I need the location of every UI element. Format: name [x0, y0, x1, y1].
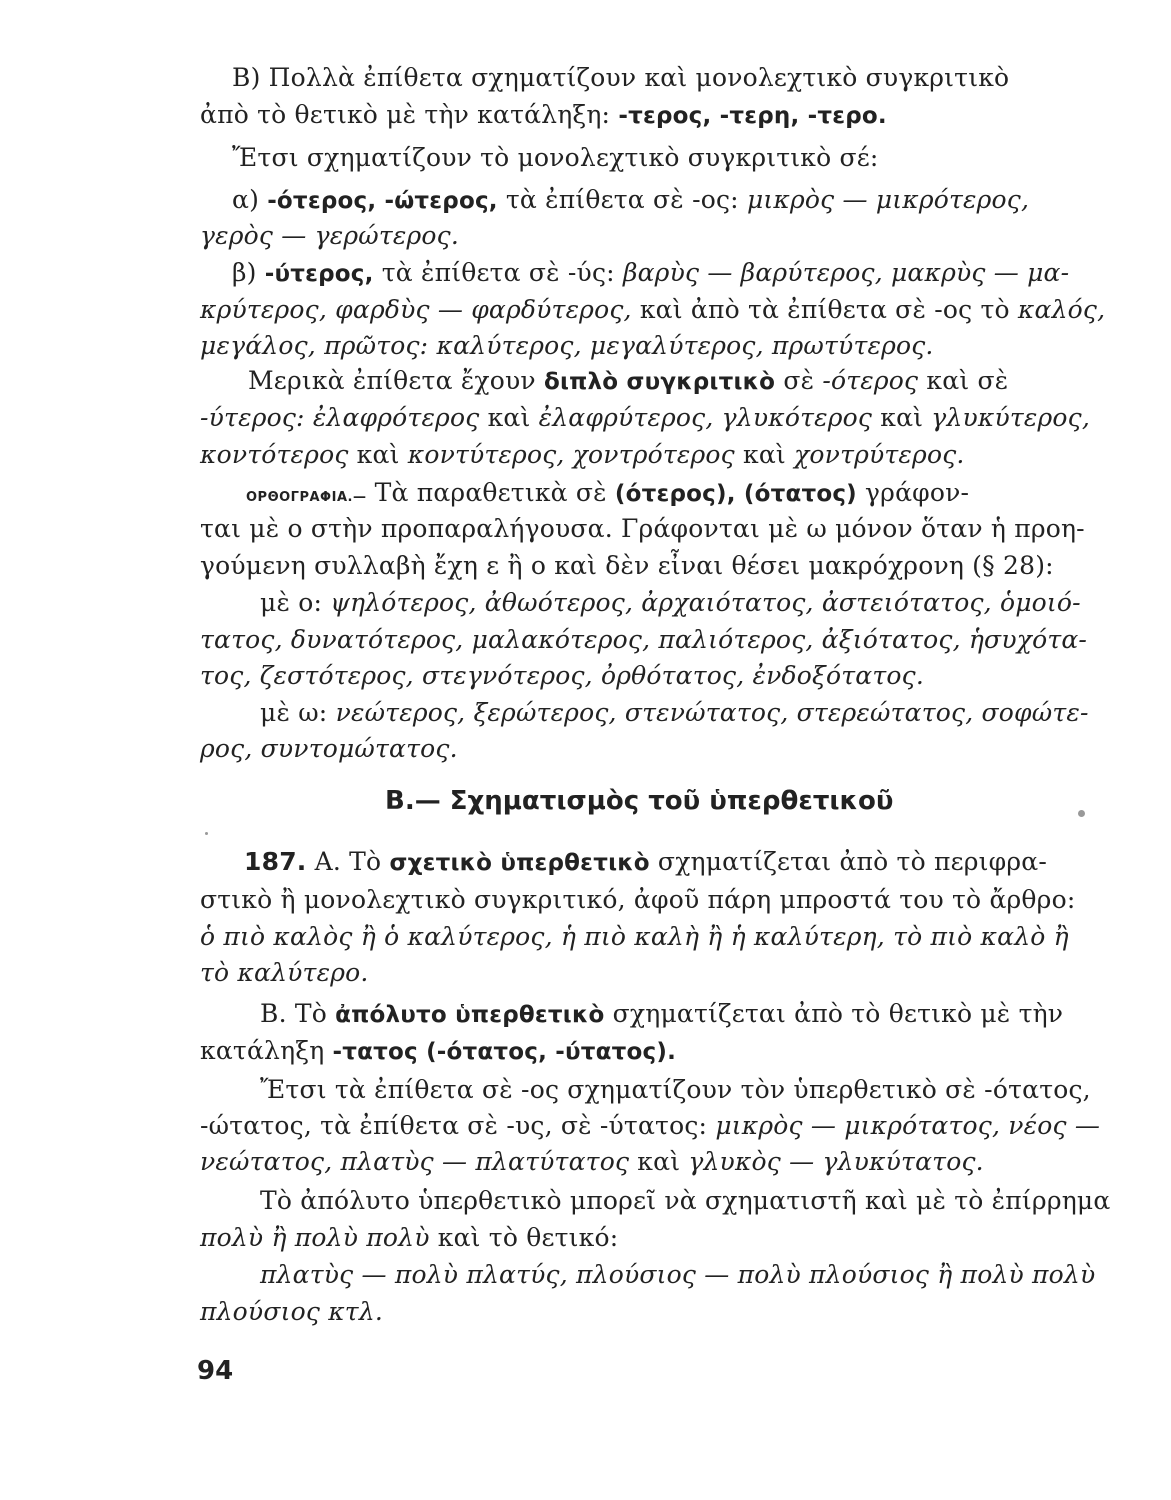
example-word: τὸ καλύτερο. [200, 958, 369, 987]
example-word: καλός, [1017, 295, 1106, 324]
text-span: Τὸ ἀπόλυτο ὑπερθετικὸ μπορεῖ νὰ σχηματιστῆ καὶ μὲ τὸ ἐπίρρημα [260, 1186, 1111, 1215]
text-line [200, 437, 965, 473]
text-span: -ώτατος, τὰ ἐπίθετα σὲ -υς, σὲ -ύτατος: [200, 1111, 716, 1140]
text-line [246, 475, 969, 516]
text-line [200, 1108, 1100, 1144]
example-word: μεγάλος, πρῶτος: [200, 331, 429, 360]
example-word: μικρὸς — μικρότατος, νέος — [715, 1111, 1101, 1140]
text-span: καὶ [348, 440, 408, 469]
text-span: γράφον- [856, 478, 970, 507]
text-span: σὲ [775, 366, 823, 395]
text-span: Α. Τὸ [306, 847, 390, 876]
text-line [200, 882, 1075, 918]
example-word: τατος, δυνατότερος, μαλακότερος, παλιότερος, ἀξιότατος, ἡσυχότα- [200, 625, 1088, 654]
text-line [200, 919, 1069, 955]
example-word: πολὺ ἢ πολὺ πολὺ [200, 1223, 430, 1252]
text-span: καὶ σὲ [918, 366, 1009, 395]
example-word: νεώτατος, πλατὺς — πλατύτατος [200, 1147, 630, 1176]
text-line [200, 1294, 383, 1330]
bold-suffix: -τερος, -τερη, -τερο. [618, 103, 887, 129]
page-number: 94 [197, 1356, 234, 1386]
example-word: γερὸς — γερώτερος. [200, 221, 459, 250]
example-word: βαρὺς — βαρύτερος, μακρὺς — μα- [622, 258, 1070, 287]
text-span: τὰ ἐπίθετα σὲ -ύς: [373, 258, 623, 287]
scan-speck [205, 832, 208, 835]
example-word: ἐλαφρότερος [304, 403, 480, 432]
text-line [232, 60, 1009, 96]
text-span: Β. Τὸ [260, 999, 336, 1028]
text-line [260, 695, 1089, 731]
text-span: κατάληξη [200, 1036, 333, 1065]
example-word: πλούσιος κτλ. [200, 1297, 384, 1326]
section-heading: Β.— Σχηματισμὸς τοῦ ὑπερθετικοῦ [385, 786, 894, 816]
bold-term: σχετικὸ ὑπερθετικὸ [389, 850, 650, 876]
bold-suffix: -ότερος, -ώτερος, [267, 188, 498, 214]
example-word: -ότερος [822, 366, 919, 395]
bold-term: διπλὸ συγκριτικὸ [543, 369, 776, 395]
text-line [200, 1033, 676, 1070]
example-word: καλύτερος, μεγαλύτερος, πρωτύτερος. [436, 331, 934, 360]
text-line [200, 97, 887, 134]
text-line [200, 731, 458, 767]
text-span: τὰ ἐπίθετα σὲ -ος: [497, 185, 747, 214]
example-word: κοντύτερος, χοντρότερος [407, 440, 735, 469]
text-span: μὲ ω: [260, 698, 336, 727]
text-span: καὶ τὸ θετικό: [429, 1223, 619, 1252]
text-span: β) [232, 258, 265, 287]
text-span: καὶ [734, 440, 795, 469]
text-line [200, 511, 1085, 547]
example-word: νεώτερος, ξερώτερος, στενώτατος, στερεώτατος, σοφώτε- [335, 698, 1089, 727]
text-span: γούμενη συλλαβὴ ἔχη ε ἢ ο καὶ δὲν εἶναι θέσει μακρόχρονη (§ 28): [200, 551, 1054, 580]
text-span: Ἔτσι τὰ ἐπίθετα σὲ -ος σχηματίζουν τὸν ὑπερθετικὸ σὲ -ότατος, [260, 1075, 1091, 1104]
text-line [200, 548, 1054, 584]
example-word: γλυκύτερος, [931, 403, 1091, 432]
text-span: σχηματίζεται ἀπὸ τὸ θετικὸ μὲ τὴν [604, 999, 1064, 1028]
bold-suffix: -ύτερος, [264, 261, 374, 287]
text-span: ἀπὸ τὸ θετικὸ μὲ τὴν κατάληξη: [200, 100, 619, 129]
text-span: Μερικὰ ἐπίθετα ἔχουν [248, 366, 544, 395]
text-line [244, 844, 1047, 881]
example-word: ἐλαφρύτερος, γλυκότερος [538, 403, 873, 432]
text-line [200, 292, 1105, 328]
text-line [232, 182, 1029, 219]
bold-term: ἀπόλυτο ὑπερθετικὸ [335, 1002, 605, 1028]
text-line [232, 140, 879, 176]
example-word: χοντρύτερος. [794, 440, 965, 469]
text-line [260, 1072, 1091, 1108]
example-word: ψηλότερος, ἀθωότερος, ἀρχαιότατος, ἀστειότατος, ὁμοιό- [330, 588, 1081, 617]
text-line [232, 255, 1069, 292]
bold-suffix: (ότερος), (ότατος) [614, 481, 857, 507]
text-span: Ἔτσι σχηματίζουν τὸ μονολεχτικὸ συγκριτικὸ σέ: [232, 143, 879, 172]
orthography-label: ΟΡΘΟΓΡΑΦΙΑ.— [246, 490, 367, 505]
text-span: Τὰ παραθετικὰ σὲ [366, 478, 615, 507]
text-line [260, 585, 1081, 621]
example-word: ρος, συντομώτατος. [200, 734, 458, 763]
example-word: κοντότερος [200, 440, 349, 469]
example-word: ὁ πιὸ καλὸς ἢ ὁ καλύτερος, ἡ πιὸ καλὴ ἢ ἡ καλύτερη, τὸ πιὸ καλὸ ἢ [200, 922, 1069, 951]
text-span: μὲ ο: [260, 588, 331, 617]
text-line [260, 1257, 1095, 1293]
text-line [260, 996, 1063, 1033]
text-span: σχηματίζεται ἀπὸ τὸ περιφρα- [649, 847, 1047, 876]
text-span: καὶ ἀπὸ τὰ ἐπίθετα σὲ -ος τὸ [631, 295, 1018, 324]
bold-suffix: -τατος (-ότατος, -ύτατος). [332, 1039, 677, 1065]
text-line [200, 658, 924, 694]
text-line [200, 218, 459, 254]
paragraph-number: 187. [244, 847, 307, 876]
text-span: καὶ [872, 403, 932, 432]
text-line [200, 1144, 984, 1180]
text-span: καὶ [479, 403, 539, 432]
text-span: Β) Πολλὰ ἐπίθετα σχηματίζουν καὶ μονολεχτικὸ συγκριτικὸ [232, 63, 1010, 92]
text-span: α) [232, 185, 268, 214]
text-span: στικὸ ἢ μονολεχτικὸ συγκριτικό, ἀφοῦ πάρη μπροστά του τὸ ἄρθρο: [200, 885, 1076, 914]
text-line [200, 400, 1090, 436]
text-line [200, 1220, 618, 1256]
example-word: γλυκὸς — γλυκύτατος. [688, 1147, 984, 1176]
text-span: καὶ [629, 1147, 689, 1176]
text-line [200, 622, 1087, 658]
text-line [200, 328, 934, 364]
text-line [248, 363, 1008, 400]
text-line [200, 955, 369, 991]
scan-speck [1078, 810, 1085, 817]
example-word: πλατὺς — πολὺ πλατύς, πλούσιος — πολὺ πλούσιος ἢ πολὺ πολὺ [260, 1260, 1096, 1289]
example-word: μικρὸς — μικρότερος, [746, 185, 1030, 214]
text-span: ται μὲ ο στὴν προπαραλήγουσα. Γράφονται μὲ ω μόνον ὅταν ἡ προη- [200, 514, 1085, 543]
example-word: -ύτερος: [200, 403, 305, 432]
text-line [260, 1183, 1110, 1219]
example-word: τος, ζεστότερος, στεγνότερος, ὀρθότατος, ἐνδοξότατος. [200, 661, 924, 690]
example-word: κρύτερος, φαρδὺς — φαρδύτερος, [200, 295, 632, 324]
